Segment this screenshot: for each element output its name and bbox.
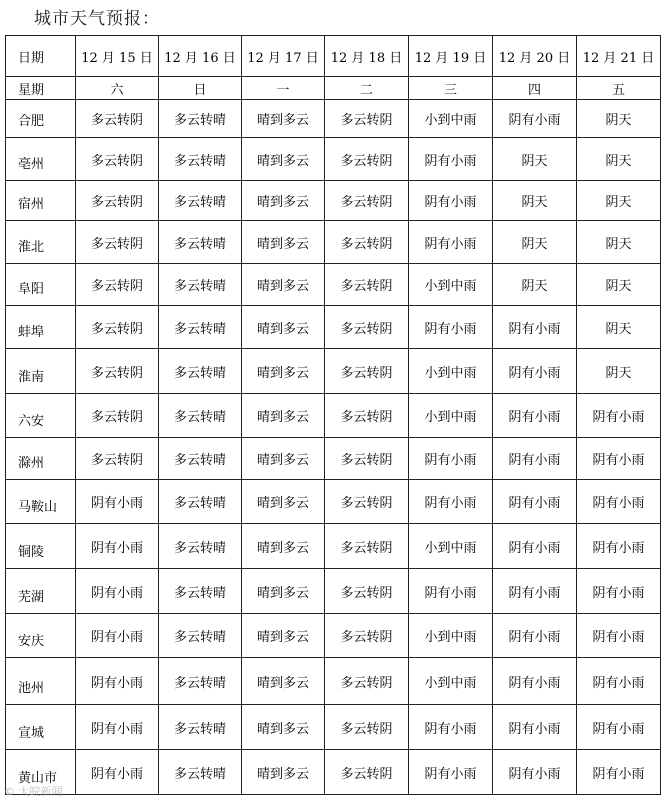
forecast-cell: 多云转阴 (325, 349, 409, 394)
forecast-cell: 阴天 (493, 264, 577, 306)
forecast-cell: 晴到多云 (242, 524, 325, 569)
forecast-cell: 多云转晴 (159, 438, 242, 480)
forecast-cell: 阴有小雨 (577, 658, 661, 705)
forecast-cell: 多云转阴 (76, 264, 159, 306)
city-name: 六安 (6, 394, 76, 438)
forecast-cell: 小到中雨 (409, 349, 493, 394)
forecast-cell: 多云转阴 (325, 480, 409, 524)
weekday-cell: 三 (409, 77, 493, 100)
forecast-cell: 多云转阴 (76, 181, 159, 221)
forecast-cell: 阴有小雨 (493, 658, 577, 705)
forecast-cell: 多云转阴 (76, 306, 159, 349)
weekday-cell: 日 (159, 77, 242, 100)
city-name: 芜湖 (6, 569, 76, 614)
forecast-cell: 多云转晴 (159, 705, 242, 750)
forecast-cell: 阴天 (577, 349, 661, 394)
date-cell: 12 月 15 日 (76, 36, 159, 77)
forecast-cell: 阴有小雨 (577, 750, 661, 795)
forecast-cell: 多云转阴 (325, 100, 409, 138)
date-cell: 12 月 16 日 (159, 36, 242, 77)
forecast-cell: 晴到多云 (242, 614, 325, 658)
forecast-cell: 阴有小雨 (577, 480, 661, 524)
forecast-cell: 晴到多云 (242, 705, 325, 750)
forecast-cell: 多云转晴 (159, 750, 242, 795)
forecast-cell: 多云转阴 (76, 438, 159, 480)
forecast-cell: 阴有小雨 (76, 750, 159, 795)
forecast-cell: 阴有小雨 (493, 614, 577, 658)
forecast-cell: 阴有小雨 (409, 306, 493, 349)
weekday-cell: 二 (325, 77, 409, 100)
forecast-cell: 晴到多云 (242, 750, 325, 795)
weekday-cell: 五 (577, 77, 661, 100)
forecast-cell: 阴有小雨 (493, 705, 577, 750)
city-name: 铜陵 (6, 524, 76, 569)
table-row (6, 750, 661, 795)
city-name: 滁州 (6, 438, 76, 480)
forecast-cell: 阴天 (577, 100, 661, 138)
forecast-cell: 多云转阴 (325, 138, 409, 181)
city-name: 阜阳 (6, 264, 76, 306)
forecast-cell: 多云转晴 (159, 306, 242, 349)
forecast-cell: 晴到多云 (242, 658, 325, 705)
city-name: 池州 (6, 658, 76, 705)
forecast-cell: 多云转晴 (159, 221, 242, 264)
forecast-cell: 多云转阴 (76, 221, 159, 264)
forecast-cell: 多云转晴 (159, 349, 242, 394)
forecast-cell: 多云转晴 (159, 138, 242, 181)
forecast-cell: 小到中雨 (409, 264, 493, 306)
city-name: 马鞍山 (6, 480, 76, 524)
table-row (6, 138, 661, 181)
weekday-cell: 四 (493, 77, 577, 100)
forecast-cell: 多云转阴 (325, 705, 409, 750)
forecast-cell: 阴有小雨 (409, 750, 493, 795)
forecast-cell: 多云转阴 (76, 394, 159, 438)
forecast-cell: 多云转晴 (159, 480, 242, 524)
forecast-cell: 多云转晴 (159, 181, 242, 221)
table-row (6, 569, 661, 614)
forecast-cell: 阴有小雨 (493, 438, 577, 480)
table-row (6, 394, 661, 438)
table-row (6, 524, 661, 569)
table-row (6, 480, 661, 524)
city-name: 淮南 (6, 349, 76, 394)
forecast-cell: 阴有小雨 (409, 569, 493, 614)
forecast-cell: 阴天 (577, 138, 661, 181)
forecast-cell: 小到中雨 (409, 658, 493, 705)
table-row (6, 438, 661, 480)
date-cell: 12 月 17 日 (242, 36, 325, 77)
forecast-cell: 阴天 (577, 181, 661, 221)
forecast-cell: 多云转阴 (76, 349, 159, 394)
table-row (6, 306, 661, 349)
city-name: 蚌埠 (6, 306, 76, 349)
forecast-cell: 阴有小雨 (76, 480, 159, 524)
forecast-cell: 阴有小雨 (577, 524, 661, 569)
forecast-cell: 阴有小雨 (76, 569, 159, 614)
city-name: 淮北 (6, 221, 76, 264)
forecast-cell: 阴有小雨 (577, 614, 661, 658)
weekday-header-row (6, 77, 661, 100)
table-row (6, 614, 661, 658)
forecast-cell: 晴到多云 (242, 394, 325, 438)
forecast-cell: 小到中雨 (409, 394, 493, 438)
forecast-cell: 阴有小雨 (493, 100, 577, 138)
forecast-cell: 小到中雨 (409, 614, 493, 658)
forecast-cell: 阴有小雨 (409, 138, 493, 181)
forecast-cell: 阴天 (493, 181, 577, 221)
forecast-cell: 多云转晴 (159, 658, 242, 705)
forecast-cell: 阴有小雨 (577, 569, 661, 614)
forecast-cell: 晴到多云 (242, 349, 325, 394)
forecast-cell: 阴有小雨 (493, 349, 577, 394)
forecast-cell: 阴有小雨 (493, 306, 577, 349)
weekday-cell: 一 (242, 77, 325, 100)
forecast-cell: 多云转晴 (159, 394, 242, 438)
forecast-cell: 阴有小雨 (577, 394, 661, 438)
city-name: 黄山市 (6, 750, 76, 795)
forecast-cell: 小到中雨 (409, 100, 493, 138)
forecast-cell: 多云转晴 (159, 264, 242, 306)
forecast-cell: 阴天 (577, 264, 661, 306)
date-label: 日期 (6, 36, 76, 77)
date-cell: 12 月 20 日 (493, 36, 577, 77)
forecast-cell: 阴有小雨 (493, 394, 577, 438)
forecast-cell: 晴到多云 (242, 306, 325, 349)
forecast-cell: 多云转阴 (325, 181, 409, 221)
weekday-cell: 六 (76, 77, 159, 100)
forecast-cell: 阴天 (493, 221, 577, 264)
forecast-cell: 阴有小雨 (493, 524, 577, 569)
table-row (6, 705, 661, 750)
forecast-cell: 晴到多云 (242, 221, 325, 264)
forecast-cell: 多云转阴 (325, 658, 409, 705)
forecast-cell: 阴有小雨 (409, 705, 493, 750)
week-label: 星期 (6, 77, 76, 100)
date-cell: 12 月 19 日 (409, 36, 493, 77)
date-cell: 12 月 18 日 (325, 36, 409, 77)
forecast-cell: 小到中雨 (409, 524, 493, 569)
date-header-row (6, 36, 661, 77)
forecast-cell: 多云转阴 (76, 138, 159, 181)
forecast-cell: 阴天 (577, 306, 661, 349)
forecast-cell: 阴有小雨 (409, 480, 493, 524)
city-name: 亳州 (6, 138, 76, 181)
forecast-cell: 多云转晴 (159, 569, 242, 614)
table-row (6, 100, 661, 138)
forecast-cell: 晴到多云 (242, 264, 325, 306)
forecast-cell: 晴到多云 (242, 181, 325, 221)
forecast-cell: 阴有小雨 (577, 438, 661, 480)
forecast-cell: 阴有小雨 (409, 438, 493, 480)
forecast-cell: 晴到多云 (242, 480, 325, 524)
forecast-cell: 阴有小雨 (76, 705, 159, 750)
forecast-cell: 晴到多云 (242, 438, 325, 480)
city-name: 宣城 (6, 705, 76, 750)
forecast-cell: 多云转阴 (325, 614, 409, 658)
date-cell: 12 月 21 日 (577, 36, 661, 77)
forecast-cell: 阴有小雨 (493, 569, 577, 614)
forecast-cell: 多云转阴 (325, 306, 409, 349)
forecast-cell: 多云转阴 (325, 221, 409, 264)
forecast-cell: 阴有小雨 (76, 614, 159, 658)
table-row (6, 264, 661, 306)
forecast-cell: 阴天 (493, 138, 577, 181)
forecast-cell: 多云转阴 (325, 394, 409, 438)
city-name: 宿州 (6, 181, 76, 221)
forecast-cell: 晴到多云 (242, 138, 325, 181)
forecast-cell: 多云转晴 (159, 524, 242, 569)
forecast-cell: 多云转晴 (159, 100, 242, 138)
city-name: 安庆 (6, 614, 76, 658)
forecast-cell: 多云转阴 (325, 438, 409, 480)
forecast-cell: 阴有小雨 (76, 658, 159, 705)
forecast-cell: 多云转阴 (325, 569, 409, 614)
forecast-cell: 阴有小雨 (577, 705, 661, 750)
forecast-cell: 多云转阴 (325, 264, 409, 306)
forecast-cell: 阴天 (577, 221, 661, 264)
forecast-cell: 多云转阴 (325, 524, 409, 569)
table-row (6, 181, 661, 221)
forecast-cell: 阴有小雨 (76, 524, 159, 569)
table-row (6, 658, 661, 705)
forecast-cell: 阴有小雨 (409, 181, 493, 221)
city-name: 合肥 (6, 100, 76, 138)
forecast-cell: 晴到多云 (242, 100, 325, 138)
watermark: © 大皖新闻 (4, 785, 63, 798)
forecast-cell: 多云转阴 (76, 100, 159, 138)
weather-forecast-table (5, 35, 661, 795)
forecast-cell: 阴有小雨 (493, 480, 577, 524)
table-row (6, 221, 661, 264)
forecast-cell: 阴有小雨 (409, 221, 493, 264)
forecast-cell: 阴有小雨 (493, 750, 577, 795)
table-row (6, 349, 661, 394)
page-title: 城市天气预报： (34, 9, 160, 29)
forecast-cell: 多云转阴 (325, 750, 409, 795)
forecast-cell: 晴到多云 (242, 569, 325, 614)
forecast-cell: 多云转晴 (159, 614, 242, 658)
